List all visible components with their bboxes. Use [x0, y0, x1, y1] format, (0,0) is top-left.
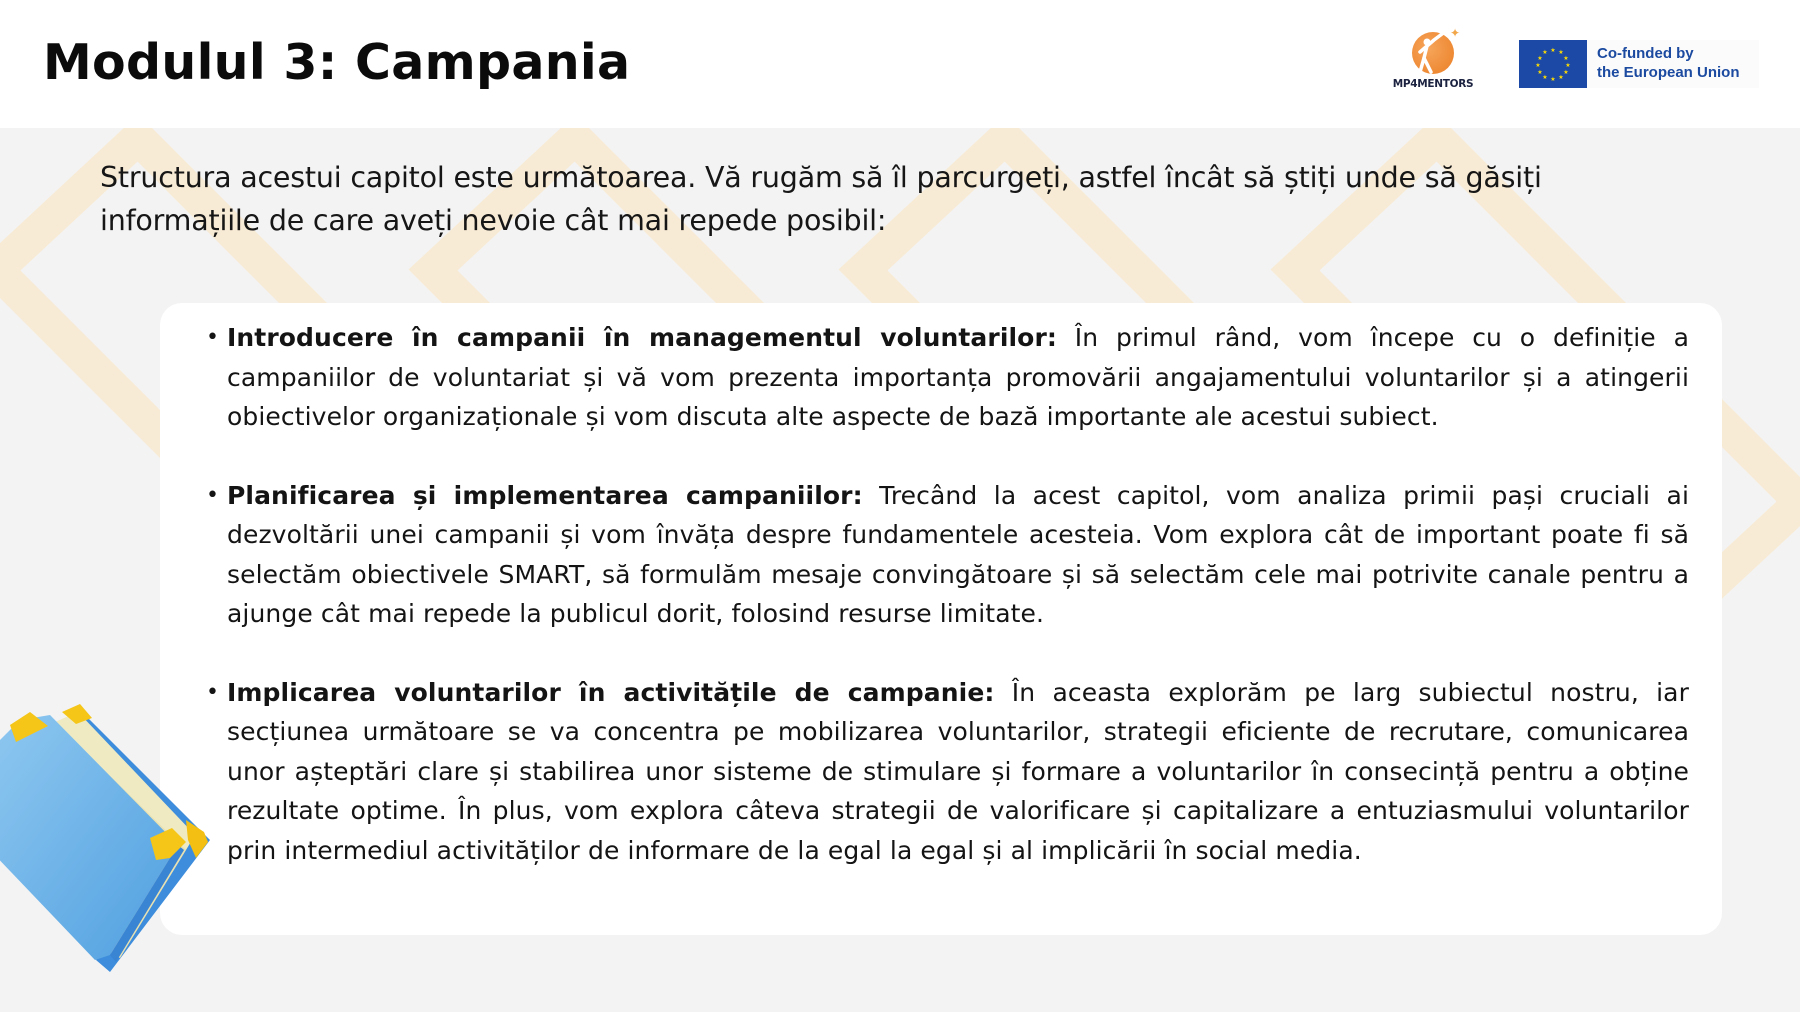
svg-text:★: ★ [1563, 55, 1569, 62]
svg-text:★: ★ [1565, 62, 1571, 69]
intro-paragraph: Structura acestui capitol este următoarea. Vă rugăm să îl parcurgeți, astfel încât să știți unde să găsiți informațiile de care aveți nevoie cât mai repede posibil: [100, 161, 1542, 237]
list-item-heading: Planificarea și implementarea campaniilor: [227, 480, 863, 510]
svg-text:★: ★ [1550, 47, 1556, 54]
mp4mentors-wordmark: MP4MENTORS [1392, 78, 1474, 90]
star-icon: ✦ [1450, 26, 1461, 40]
bullet-icon: • [206, 482, 220, 508]
bullet-icon: • [206, 679, 220, 705]
mp4mentors-logo [1390, 28, 1476, 94]
eu-cofunded-text [1597, 44, 1740, 82]
bullet-icon: • [206, 325, 220, 350]
svg-text:★: ★ [1563, 69, 1569, 76]
page-title: Modulul 3: Campania [43, 34, 631, 91]
list-item-heading: Introducere în campanii în managementul voluntarilor: [227, 323, 1057, 352]
person-reaching-star-icon [1390, 28, 1476, 78]
chapter-structure-list [206, 318, 1690, 909]
eu-text-line1: Co-funded by [1597, 45, 1694, 62]
eu-cofunded-logo [1519, 40, 1759, 88]
list-item-text: În aceasta explorăm pe larg subiectul nostru, iar secțiunea următoare se va concentra pe mobilizarea voluntarilor, strategii eficiente de recrutare, comunicarea unor așteptări clare și stabilirea unor sisteme de stimulare și formare a voluntarilor în consecință pentru a obține rezultate optime. În plus, vom explora câteva strategii de valorificare și capitalizare a entuziasmului voluntarilor prin intermediul activităților de informare de la egal la egal și al implicării în social media. [227, 677, 1689, 865]
list-item-text: Trecând la acest capitol, vom analiza primii pași cruciali ai dezvoltării unei campanii și vom învăța despre fundamentele acesteia. Vom explora cât de important poate fi să selectăm obiectivele SMART, să formulăm mesaje convingătoare și să selectăm cele mai potrivite canale pentru a ajunge cât mai repede la publicul dorit, folosind resurse limitate. [227, 480, 1690, 628]
svg-text:★: ★ [1535, 62, 1541, 69]
svg-text:★: ★ [1558, 74, 1564, 81]
svg-text:★: ★ [1537, 69, 1543, 76]
svg-text:★: ★ [1542, 49, 1548, 56]
eu-flag-icon [1519, 40, 1587, 88]
list-item [206, 318, 1689, 437]
header [0, 0, 1800, 128]
list-item-heading: Implicarea voluntarilor în activitățile de campanie: [227, 677, 995, 707]
book-icon [0, 690, 215, 990]
svg-text:★: ★ [1558, 49, 1564, 56]
eu-text-line2: the European Union [1597, 64, 1740, 81]
svg-text:★: ★ [1542, 74, 1548, 81]
list-item [206, 476, 1690, 634]
list-item [206, 673, 1689, 871]
list-item-text: În primul rând, vom începe cu o definiție a campaniilor de voluntariat și vă vom prezenta importanța promovării angajamentului voluntarilor și a atingerii obiectivelor organizaționale și vom discuta alte aspecte de bază importante ale acestui subiect. [227, 323, 1689, 431]
svg-text:★: ★ [1550, 76, 1556, 83]
svg-text:★: ★ [1537, 55, 1543, 62]
